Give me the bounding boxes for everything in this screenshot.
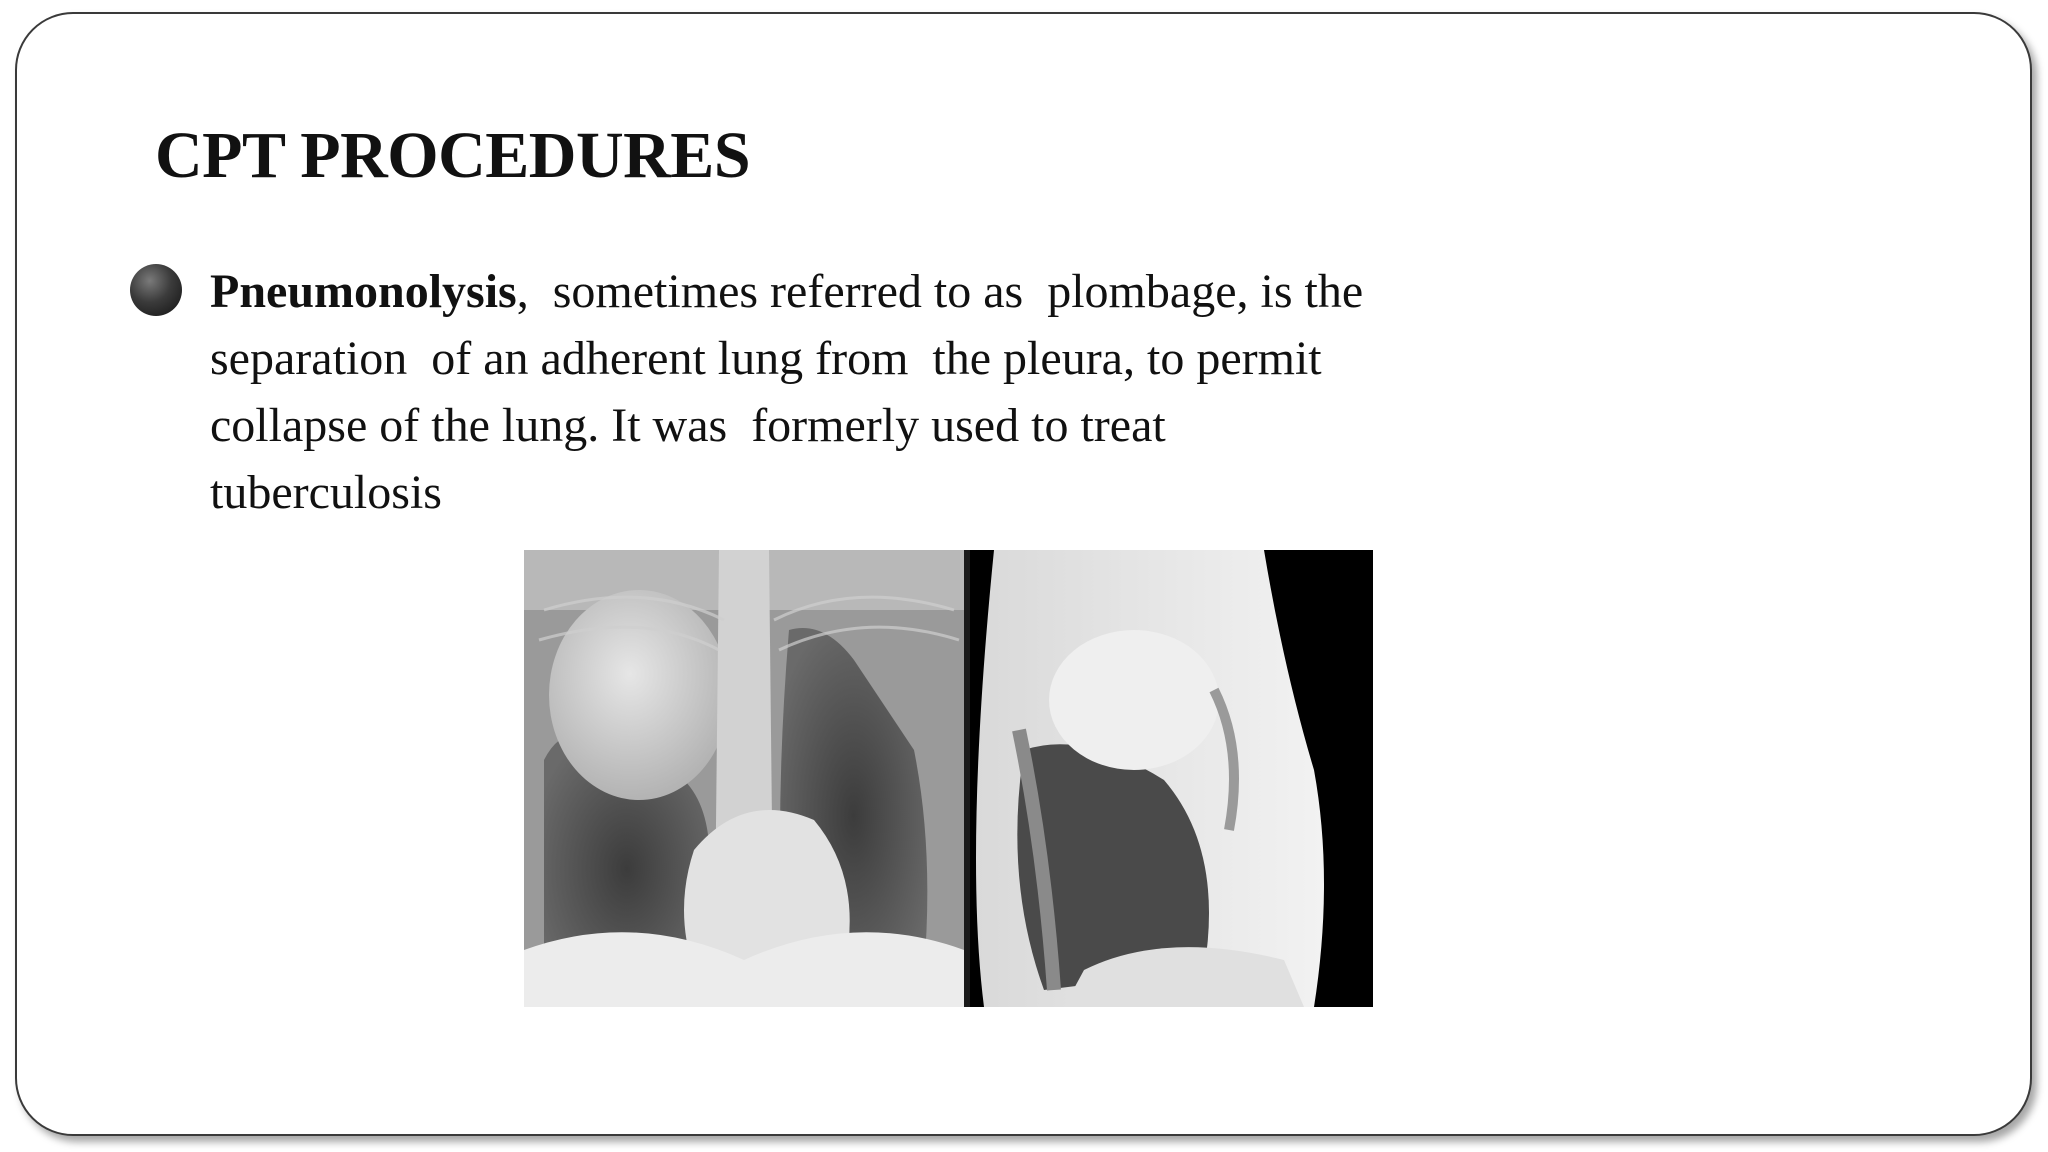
bullet-term: Pneumonolysis [210, 265, 517, 318]
bullet-line-1-rest: , sometimes referred to as plombage, is the [516, 265, 1364, 318]
chest-xray-illustration [524, 550, 1373, 1007]
bullet-line-3: collapse of the lung. It was formerly used to treat [210, 399, 1166, 452]
bullet-dot-icon [130, 264, 182, 316]
chest-xray-image [524, 550, 1373, 1007]
slide-title: CPT PROCEDURES [155, 119, 751, 192]
bullet-line-2: separation of an adherent lung from the pleura, to permit [210, 332, 1322, 385]
bullet-line-1 [210, 258, 1630, 325]
bullet-text [210, 258, 1630, 526]
bullet-line-4: tuberculosis [210, 466, 442, 519]
